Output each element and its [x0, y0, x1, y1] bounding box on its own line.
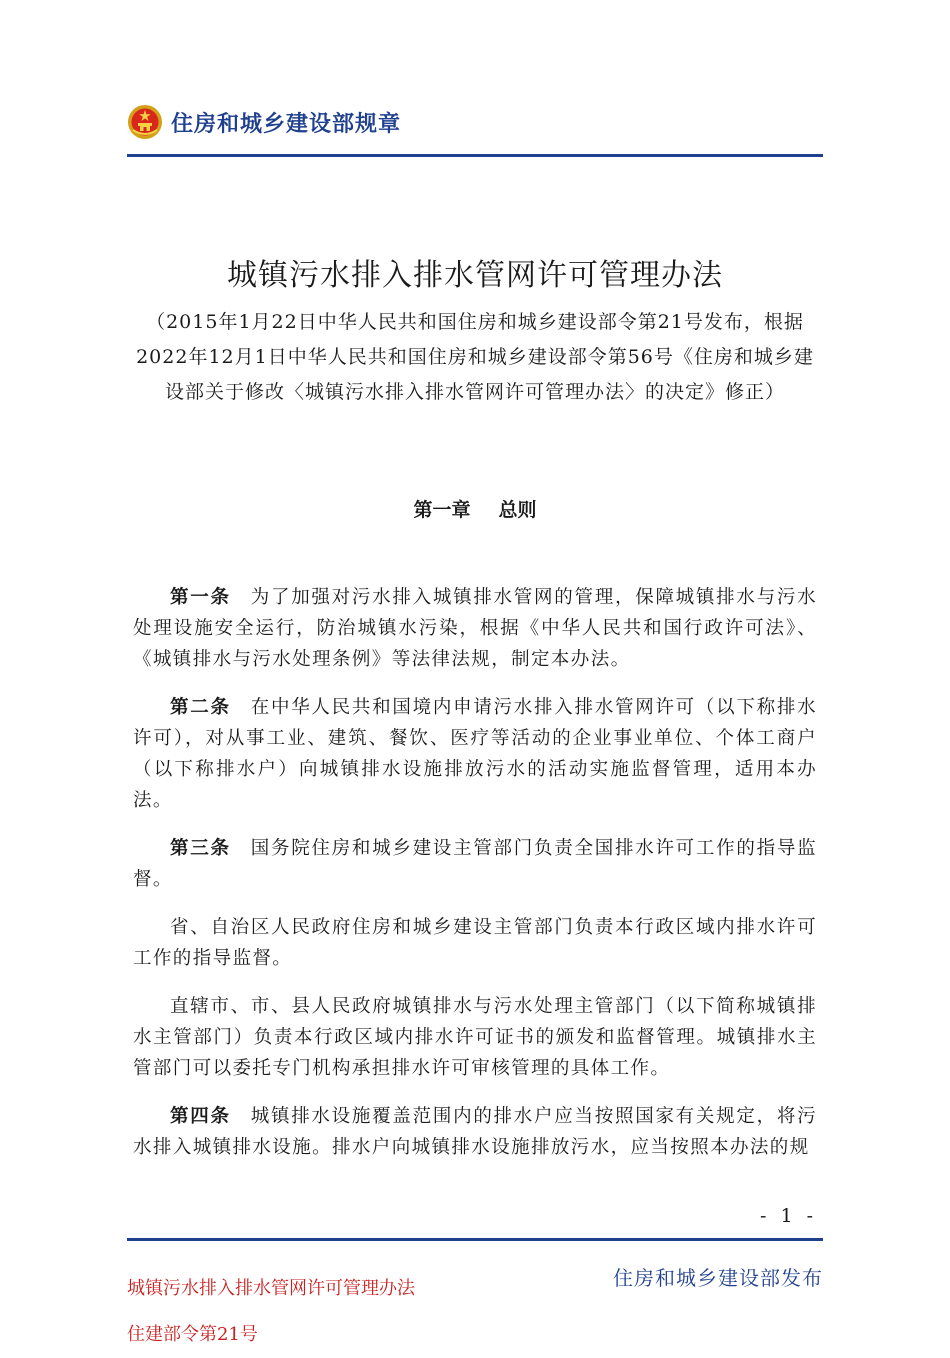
- article-text: 国务院住房和城乡建设主管部门负责全国排水许可工作的指导监督。: [133, 838, 818, 890]
- paragraph: [133, 912, 817, 974]
- chapter-number: 第一章: [413, 499, 471, 521]
- paragraph-text: 直辖市、市、县人民政府城镇排水与污水处理主管部门（以下简称城镇排水主管部门）负责本行政区域内排水许可证书的颁发和监督管理。城镇排水主管部门可以委托专门机构承担排水许可审核管理的具体工作。: [133, 996, 817, 1079]
- article-number: 第二条: [170, 697, 231, 718]
- paragraph: [133, 991, 817, 1084]
- article-text: 在中华人民共和国境内申请污水排入排水管网许可（以下称排水许可），对从事工业、建筑、餐饮、医疗等活动的企业事业单位、个体工商户（以下称排水户）向城镇排水设施排放污水的活动实施监督管理，适用本办法。: [133, 697, 818, 811]
- page-header: [127, 102, 823, 142]
- footer-left: [127, 1266, 415, 1358]
- article-number: 第四条: [170, 1106, 231, 1127]
- footer-publisher: 住房和城乡建设部发布: [613, 1266, 823, 1290]
- footer-divider: [127, 1238, 823, 1241]
- article-paragraph: [133, 1101, 817, 1163]
- header-title: 住房和城乡建设部规章: [171, 111, 402, 137]
- national-emblem-icon: [127, 104, 163, 140]
- document-body: [133, 582, 817, 1180]
- header-divider: [127, 154, 823, 157]
- page-number: - 1 -: [760, 1205, 818, 1227]
- document-title: 城镇污水排入排水管网许可管理办法: [227, 258, 723, 293]
- paragraph-text: 省、自治区人民政府住房和城乡建设主管部门负责本行政区域内排水许可工作的指导监督。: [133, 917, 817, 969]
- footer-document-name: 城镇污水排入排水管网许可管理办法: [127, 1278, 415, 1299]
- article-paragraph: [133, 833, 817, 895]
- article-paragraph: [133, 692, 817, 816]
- article-paragraph: [133, 582, 817, 675]
- footer-order-number: 住建部令第21号: [127, 1324, 258, 1345]
- article-text: 为了加强对污水排入城镇排水管网的管理，保障城镇排水与污水处理设施安全运行，防治城镇水污染，根据《中华人民共和国行政许可法》、《城镇排水与污水处理条例》等法律法规，制定本办法。: [133, 587, 818, 670]
- article-number: 第三条: [170, 838, 231, 859]
- article-text: 城镇排水设施覆盖范围内的排水户应当按照国家有关规定，将污水排入城镇排水设施。排水户向城镇排水设施排放污水，应当按照本办法的规: [133, 1106, 818, 1158]
- article-number: 第一条: [170, 587, 231, 608]
- document-subtitle: （2015年1月22日中华人民共和国住房和城乡建设部令第21号发布，根据2022年12月1日中华人民共和国住房和城乡建设部令第56号《住房和城乡建设部关于修改〈城镇污水排入排水管网许可管理办法〉的决定》修正）: [136, 311, 814, 403]
- chapter-name: 总则: [498, 499, 537, 521]
- chapter-heading: [127, 495, 823, 522]
